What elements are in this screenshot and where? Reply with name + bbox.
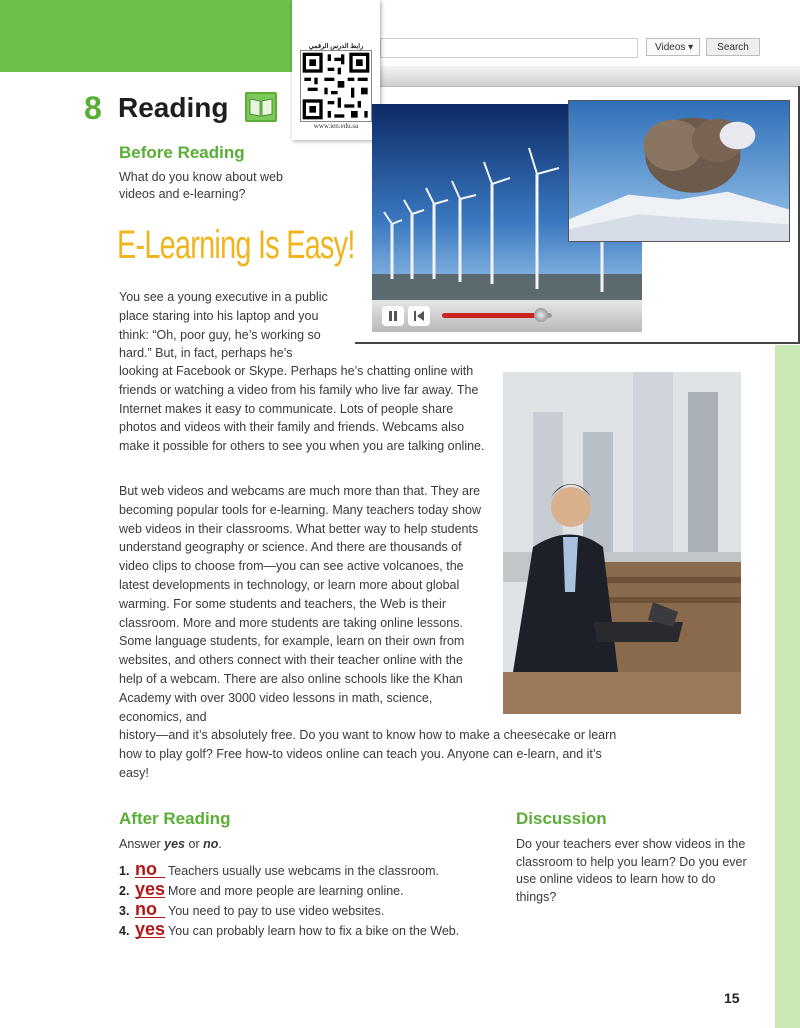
book-icon: [245, 92, 277, 122]
article-title: E-Learning Is Easy!: [117, 223, 355, 267]
after-reading-instruction: Answer yes or no.: [119, 837, 222, 851]
search-button[interactable]: Search: [706, 38, 760, 56]
before-reading-heading: Before Reading: [119, 143, 245, 162]
section-title: Reading: [118, 92, 229, 123]
answer-value[interactable]: no: [135, 861, 165, 878]
videos-dropdown[interactable]: Videos ▾: [646, 38, 700, 56]
progress-knob[interactable]: [534, 308, 548, 322]
volcano-image: [568, 100, 790, 242]
page-number: 15: [724, 990, 740, 1006]
answer-item: 1. no Teachers usually use webcams in the classroom.: [119, 859, 439, 879]
pause-icon[interactable]: [382, 306, 404, 326]
article-paragraph-1-end: looking at Facebook or Skype. Perhaps he’s chatting online with friends or watching a video from his family who live far away. The Internet makes it easy to communicate. Lots of people share photos and videos with their family and friends. Webcams also make it possible for others to see you when you are talking online.: [119, 364, 485, 454]
video-controls: [372, 300, 642, 332]
article-paragraph-2: But web videos and webcams are much more than that. They are becoming popular tools for e-learning. Many teachers today show web videos in their classrooms. What better way to help students understand geography or science. And there are thousands of video clips to choose from—you can see active volcanoes, the latest developments in technology, or learn more about global warming. For some students and teachers, the Web is their classroom. More and more students are taking online lessons. Some language students, for example, learn on their own from websites, and others connect with their teacher online with the help of a webcam. There are also online schools like the Khan Academy with over 3000 video lessons in math, science, economics, and: [119, 484, 482, 724]
section-number: 8: [84, 90, 102, 126]
address-bar[interactable]: [380, 38, 638, 58]
qr-caption: رابط الدرس الرقمي: [308, 43, 364, 50]
before-reading-prompt: What do you know about web videos and e-learning?: [119, 170, 283, 201]
after-reading-heading: After Reading: [119, 809, 231, 828]
answer-item: 3. no You need to pay to use video websites.: [119, 899, 385, 919]
man-with-laptop-photo: [503, 372, 741, 714]
discussion-heading: Discussion: [516, 809, 607, 828]
green-side-bar: [775, 345, 800, 1028]
qr-url[interactable]: www.ien.edu.sa: [313, 122, 359, 130]
qr-card: [292, 0, 380, 140]
answer-value[interactable]: yes: [135, 919, 166, 939]
article-paragraph-1-start: You see a young executive in a public place staring into his laptop and you think: “Oh, poor guy, he’s working so hard.” But, in fact, perhaps he’s: [119, 290, 328, 361]
browser-toolbar: [380, 66, 800, 87]
qr-code-icon[interactable]: [300, 50, 372, 122]
answer-value[interactable]: yes: [135, 879, 166, 899]
answer-item: 4. yes You can probably learn how to fix a bike on the Web.: [119, 919, 460, 939]
answer-item: 2. yes More and more people are learning online.: [119, 879, 404, 899]
rewind-icon[interactable]: [408, 306, 430, 326]
discussion-text: Do your teachers ever show videos in the classroom to help you learn? Do you ever use online videos to learn how to do things?: [516, 837, 747, 904]
answer-value[interactable]: no: [135, 901, 165, 918]
article-paragraph-2-end: history—and it’s absolutely free. Do you want to know how to make a cheesecake or learn how to play golf? Free how-to videos online can teach you. Anyone can e-learn, and it’s easy!: [119, 728, 617, 780]
progress-fill: [442, 313, 541, 318]
